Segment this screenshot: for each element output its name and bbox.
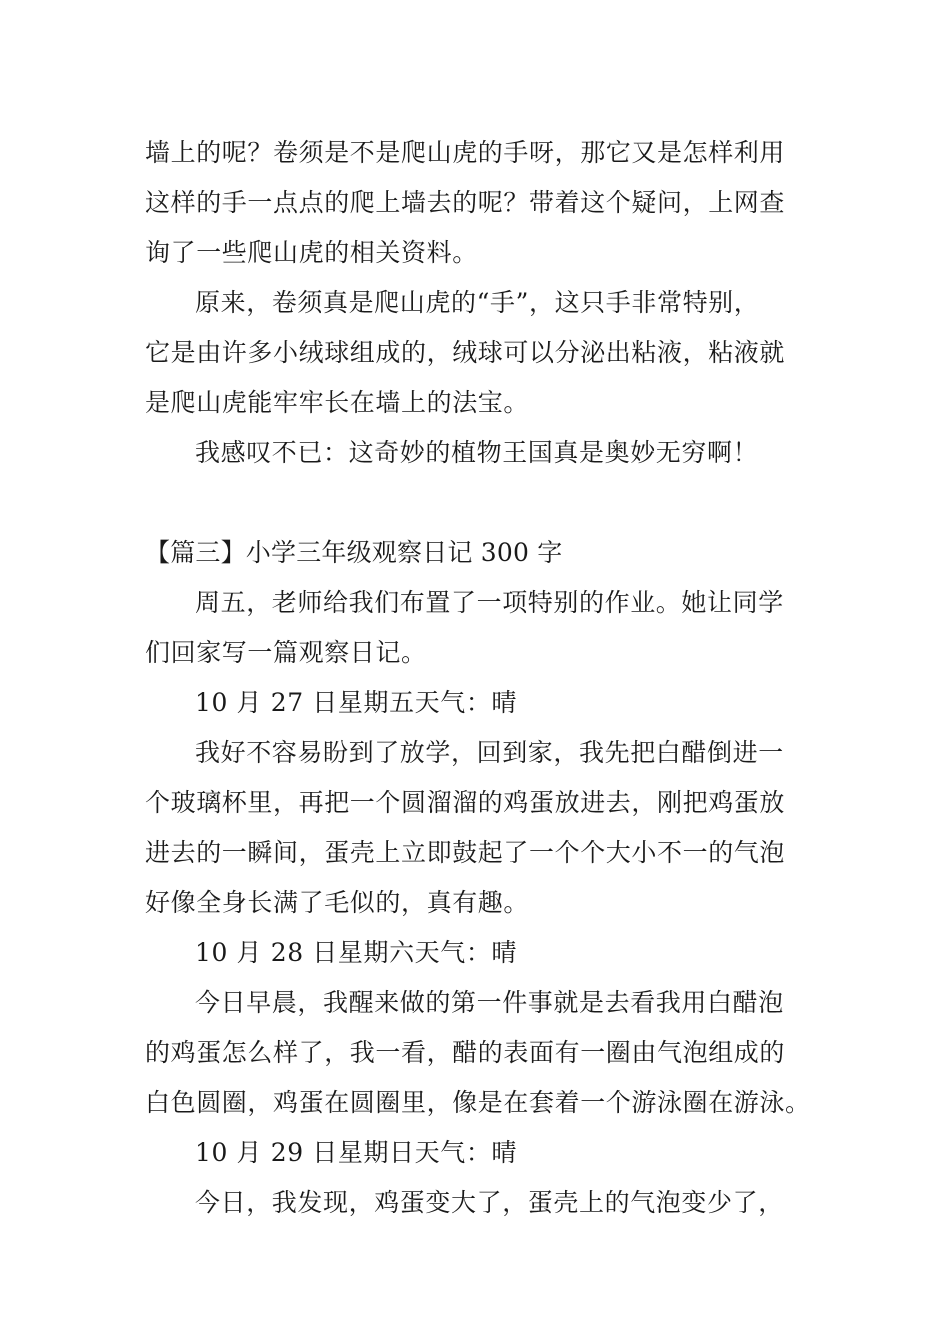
text-line: 是爬山虎能牢牢长在墙上的法宝。 [145,388,530,417]
text-line: 白色圆圈，鸡蛋在圆圈里，像是在套着一个游泳圈在游泳。 [145,1088,811,1117]
diary-date: 10 月 27 日星期五天气：晴 [195,688,518,717]
paragraph-day-one [145,728,810,928]
paragraph-climbing-answer [145,278,810,428]
diary-date: 10 月 29 日星期日天气：晴 [195,1138,518,1167]
paragraph-day-two [145,978,810,1128]
text-line: 的鸡蛋怎么样了，我一看，醋的表面有一圈由气泡组成的 [145,1038,786,1067]
text-line: 我好不容易盼到了放学，回到家，我先把白醋倒进一 [195,738,784,767]
diary-date: 10 月 28 日星期六天气：晴 [195,938,518,967]
paragraph-conclusion [145,428,810,478]
text-line: 好像全身长满了毛似的，真有趣。 [145,888,530,917]
section-heading: 【篇三】小学三年级观察日记 300 字 [145,538,563,567]
text-line: 询了一些爬山虎的相关资料。 [145,238,478,267]
document-page [145,128,810,1228]
text-line: 进去的一瞬间，蛋壳上立即鼓起了一个个大小不一的气泡 [145,838,786,867]
paragraph-day-three [145,1178,810,1228]
text-line: 今日早晨，我醒来做的第一件事就是去看我用白醋泡 [195,988,784,1017]
text-line: 周五，老师给我们布置了一项特别的作业。她让同学 [195,588,784,617]
text-line: 墙上的呢？卷须是不是爬山虎的手呀，那它又是怎样利用 [145,138,786,167]
text-line: 个玻璃杯里，再把一个圆溜溜的鸡蛋放进去，刚把鸡蛋放 [145,788,786,817]
text-line: 它是由许多小绒球组成的，绒球可以分泌出粘液，粘液就 [145,338,786,367]
text-line: 们回家写一篇观察日记。 [145,638,427,667]
section-spacer [145,478,810,528]
text-line: 今日，我发现，鸡蛋变大了，蛋壳上的气泡变少了， [195,1188,784,1217]
paragraph-climbing-question [145,128,810,278]
text-line: 原来，卷须真是爬山虎的“手”，这只手非常特别， [195,288,760,317]
paragraph-homework [145,578,810,678]
text-line: 这样的手一点点的爬上墙去的呢？带着这个疑问，上网查 [145,188,786,217]
text-line: 我感叹不已：这奇妙的植物王国真是奥妙无穷啊！ [195,438,759,467]
